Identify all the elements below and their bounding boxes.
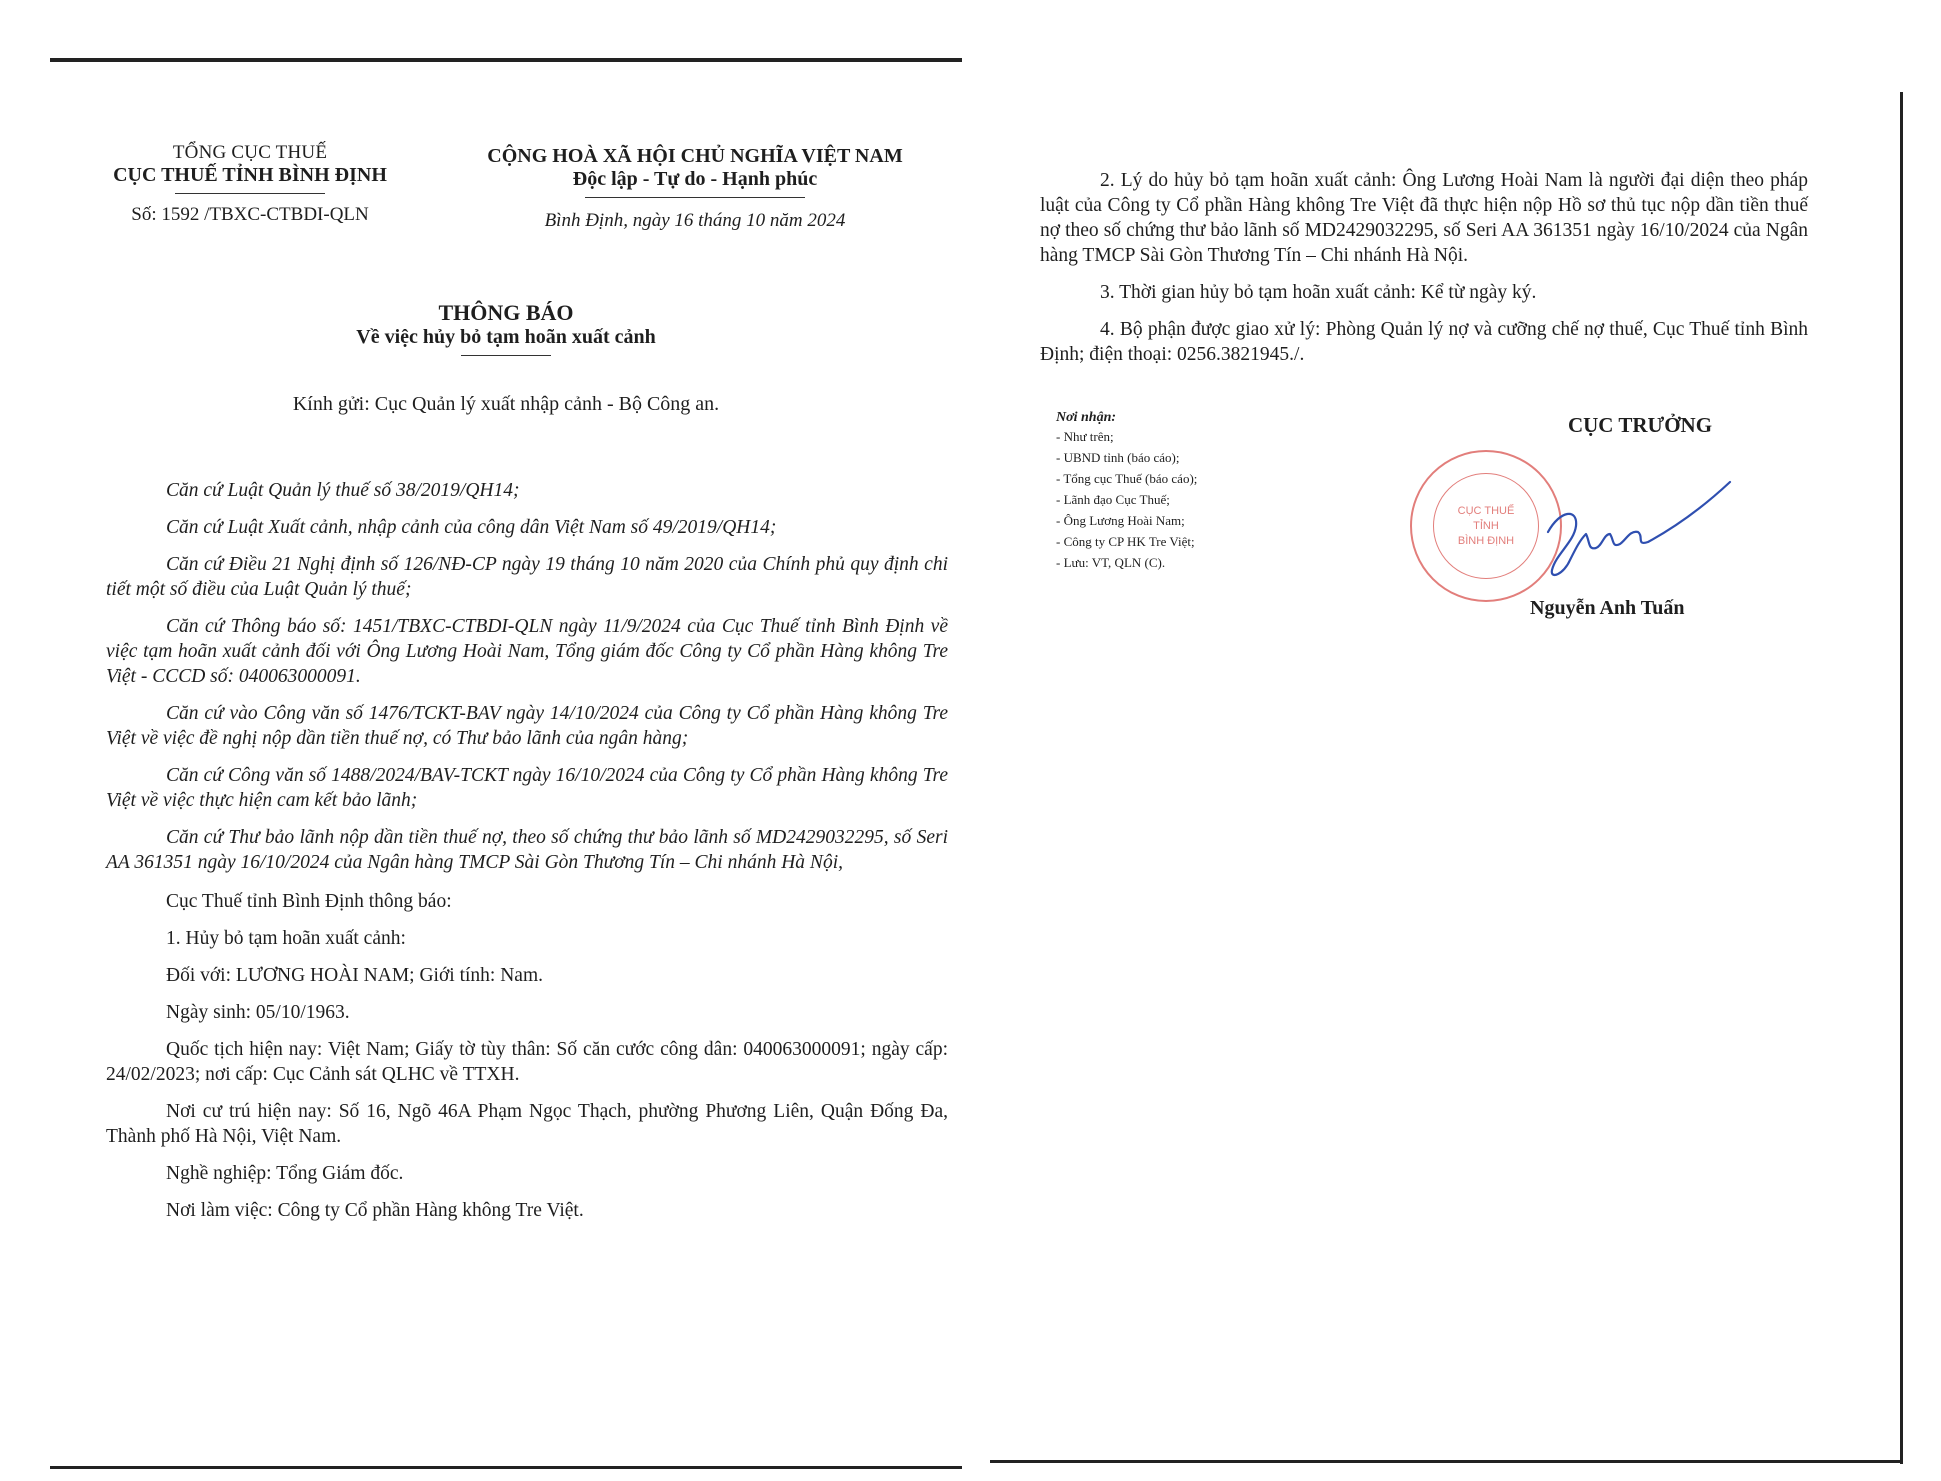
item-3-time: 3. Thời gian hủy bỏ tạm hoãn xuất cảnh: Kể từ ngày ký.	[1100, 282, 1537, 303]
person-occupation: Nghề nghiệp: Tổng Giám đốc.	[166, 1163, 404, 1184]
item-1-heading: 1. Hủy bỏ tạm hoãn xuất cảnh:	[166, 928, 406, 949]
document-number: Số: 1592 /TBXC-CTBDI-QLN	[131, 204, 369, 225]
header-left-underline	[175, 193, 325, 194]
motto-underline	[585, 197, 805, 198]
stamp-text-line: BÌNH ĐỊNH	[1457, 534, 1515, 547]
addressee: Kính gửi: Cục Quản lý xuất nhập cảnh - Bộ Công an.	[292, 393, 720, 415]
person-dob: Ngày sinh: 05/10/1963.	[166, 1002, 350, 1023]
stamp-text-line: TỈNH	[1473, 519, 1499, 532]
national-motto: Độc lập - Tự do - Hạnh phúc	[572, 168, 818, 190]
legal-basis-7: Căn cứ Thư bảo lãnh nộp dần tiền thuế nợ, theo số chứng thư bảo lãnh số MD2429032295, số Seri AA 361351 ngày 16/10/2024 của Ngân hàng TMCP Sài Gòn Thương Tín – Chi nhánh Hà Nội,	[106, 827, 948, 873]
header-right	[435, 145, 955, 232]
legal-basis-4: Căn cứ Thông báo số: 1451/TBXC-CTBDI-QLN ngày 11/9/2024 của Cục Thuế tỉnh Bình Định về việc tạm hoãn xuất cảnh đối với Ông Lương Hoài Nam, Tổng giám đốc Công ty Cổ phần Hàng không Tre Việt - CCCD số: 040063000091.	[106, 616, 948, 687]
item-2-reason: 2. Lý do hủy bỏ tạm hoãn xuất cảnh: Ông Lương Hoài Nam là người đại diện theo pháp luật của Công ty Cổ phần Hàng không Tre Việt đã thực hiện nộp Hồ sơ thủ tục nộp dần tiền thuế nợ theo số chứng thư bảo lãnh số MD2429032295, số Seri AA 361351 ngày 16/10/2024 của Ngân hàng TMCP Sài Gòn Thương Tín – Chi nhánh Hà Nội.	[1040, 170, 1808, 266]
header-left	[90, 142, 410, 226]
document-page-1	[50, 0, 962, 1481]
recipient-item: - Tổng cục Thuế (báo cáo);	[1056, 471, 1198, 486]
person-workplace: Nơi làm việc: Công ty Cổ phần Hàng không Tre Việt.	[166, 1200, 584, 1221]
person-id-info: Quốc tịch hiện nay: Việt Nam; Giấy tờ tùy thân: Số căn cước công dân: 040063000091; ngày cấp: 24/02/2023; nơi cấp: Cục Cảnh sát QLHC về TTXH.	[106, 1039, 948, 1085]
legal-basis-2: Căn cứ Luật Xuất cảnh, nhập cảnh của công dân Việt Nam số 49/2019/QH14;	[166, 517, 777, 538]
stamp-inner-ring	[1433, 473, 1539, 579]
announcement-line: Cục Thuế tỉnh Bình Định thông báo:	[166, 891, 452, 912]
bottom-border-line	[50, 1466, 962, 1469]
recipient-item: - Ông Lương Hoài Nam;	[1056, 513, 1185, 528]
recipients-block	[1056, 410, 1316, 573]
title-underline	[461, 355, 551, 356]
title-block	[50, 300, 962, 356]
item-4-department: 4. Bộ phận được giao xử lý: Phòng Quản lý nợ và cưỡng chế nợ thuế, Cục Thuế tỉnh Bình Định; điện thoại: 0256.3821945./.	[1040, 319, 1808, 365]
recipient-item: - Như trên;	[1056, 429, 1114, 444]
top-border-line	[50, 58, 962, 62]
recipient-item: - Lưu: VT, QLN (C).	[1056, 555, 1166, 570]
document-title: THÔNG BÁO	[438, 300, 574, 325]
recipient-item: - Công ty CP HK Tre Việt;	[1056, 534, 1195, 549]
signer-title: CỤC TRƯỞNG	[1567, 413, 1713, 437]
body-page-1	[106, 478, 948, 1223]
recipients-list	[1056, 426, 1316, 573]
document-subtitle: Về việc hủy bỏ tạm hoãn xuất cảnh	[356, 326, 656, 348]
agency-parent: TỔNG CỤC THUẾ	[172, 142, 328, 163]
legal-basis-3: Căn cứ Điều 21 Nghị định số 126/NĐ-CP ngày 19 tháng 10 năm 2020 của Chính phủ quy định chi tiết một số điều của Luật Quản lý thuế;	[106, 554, 948, 600]
place-date: Bình Định, ngày 16 tháng 10 năm 2024	[544, 210, 846, 231]
recipients-heading: Nơi nhận:	[1056, 410, 1117, 425]
legal-basis-5: Căn cứ vào Công văn số 1476/TCKT-BAV ngày 14/10/2024 của Công ty Cổ phần Hàng không Tre Việt về việc đề nghị nộp dần tiền thuế nợ, có Thư bảo lãnh của ngân hàng;	[106, 703, 948, 749]
document-page-2	[990, 0, 1906, 1481]
signer-name: Nguyễn Anh Tuấn	[1530, 597, 1685, 619]
stamp-text-line: CỤC THUẾ	[1457, 504, 1515, 517]
agency-name: CỤC THUẾ TỈNH BÌNH ĐỊNH	[113, 164, 387, 186]
recipient-item: - UBND tỉnh (báo cáo);	[1056, 450, 1180, 465]
body-page-2	[1040, 168, 1808, 367]
nation-name: CỘNG HOÀ XÃ HỘI CHỦ NGHĨA VIỆT NAM	[487, 145, 903, 167]
right-border-line	[1900, 92, 1903, 1464]
legal-basis-1: Căn cứ Luật Quản lý thuế số 38/2019/QH14;	[166, 480, 520, 501]
legal-basis-6: Căn cứ Công văn số 1488/2024/BAV-TCKT ngày 16/10/2024 của Công ty Cổ phần Hàng không Tre Việt về việc thực hiện cam kết bảo lãnh;	[106, 765, 948, 811]
person-residence: Nơi cư trú hiện nay: Số 16, Ngõ 46A Phạm Ngọc Thạch, phường Phương Liên, Quận Đống Đa, Thành phố Hà Nội, Việt Nam.	[106, 1101, 948, 1147]
recipient-item: - Lãnh đạo Cục Thuế;	[1056, 492, 1170, 507]
person-subject: Đối với: LƯƠNG HOÀI NAM; Giới tính: Nam.	[166, 965, 543, 986]
bottom-border-line-2	[990, 1460, 1900, 1463]
signature-icon	[1530, 470, 1750, 590]
